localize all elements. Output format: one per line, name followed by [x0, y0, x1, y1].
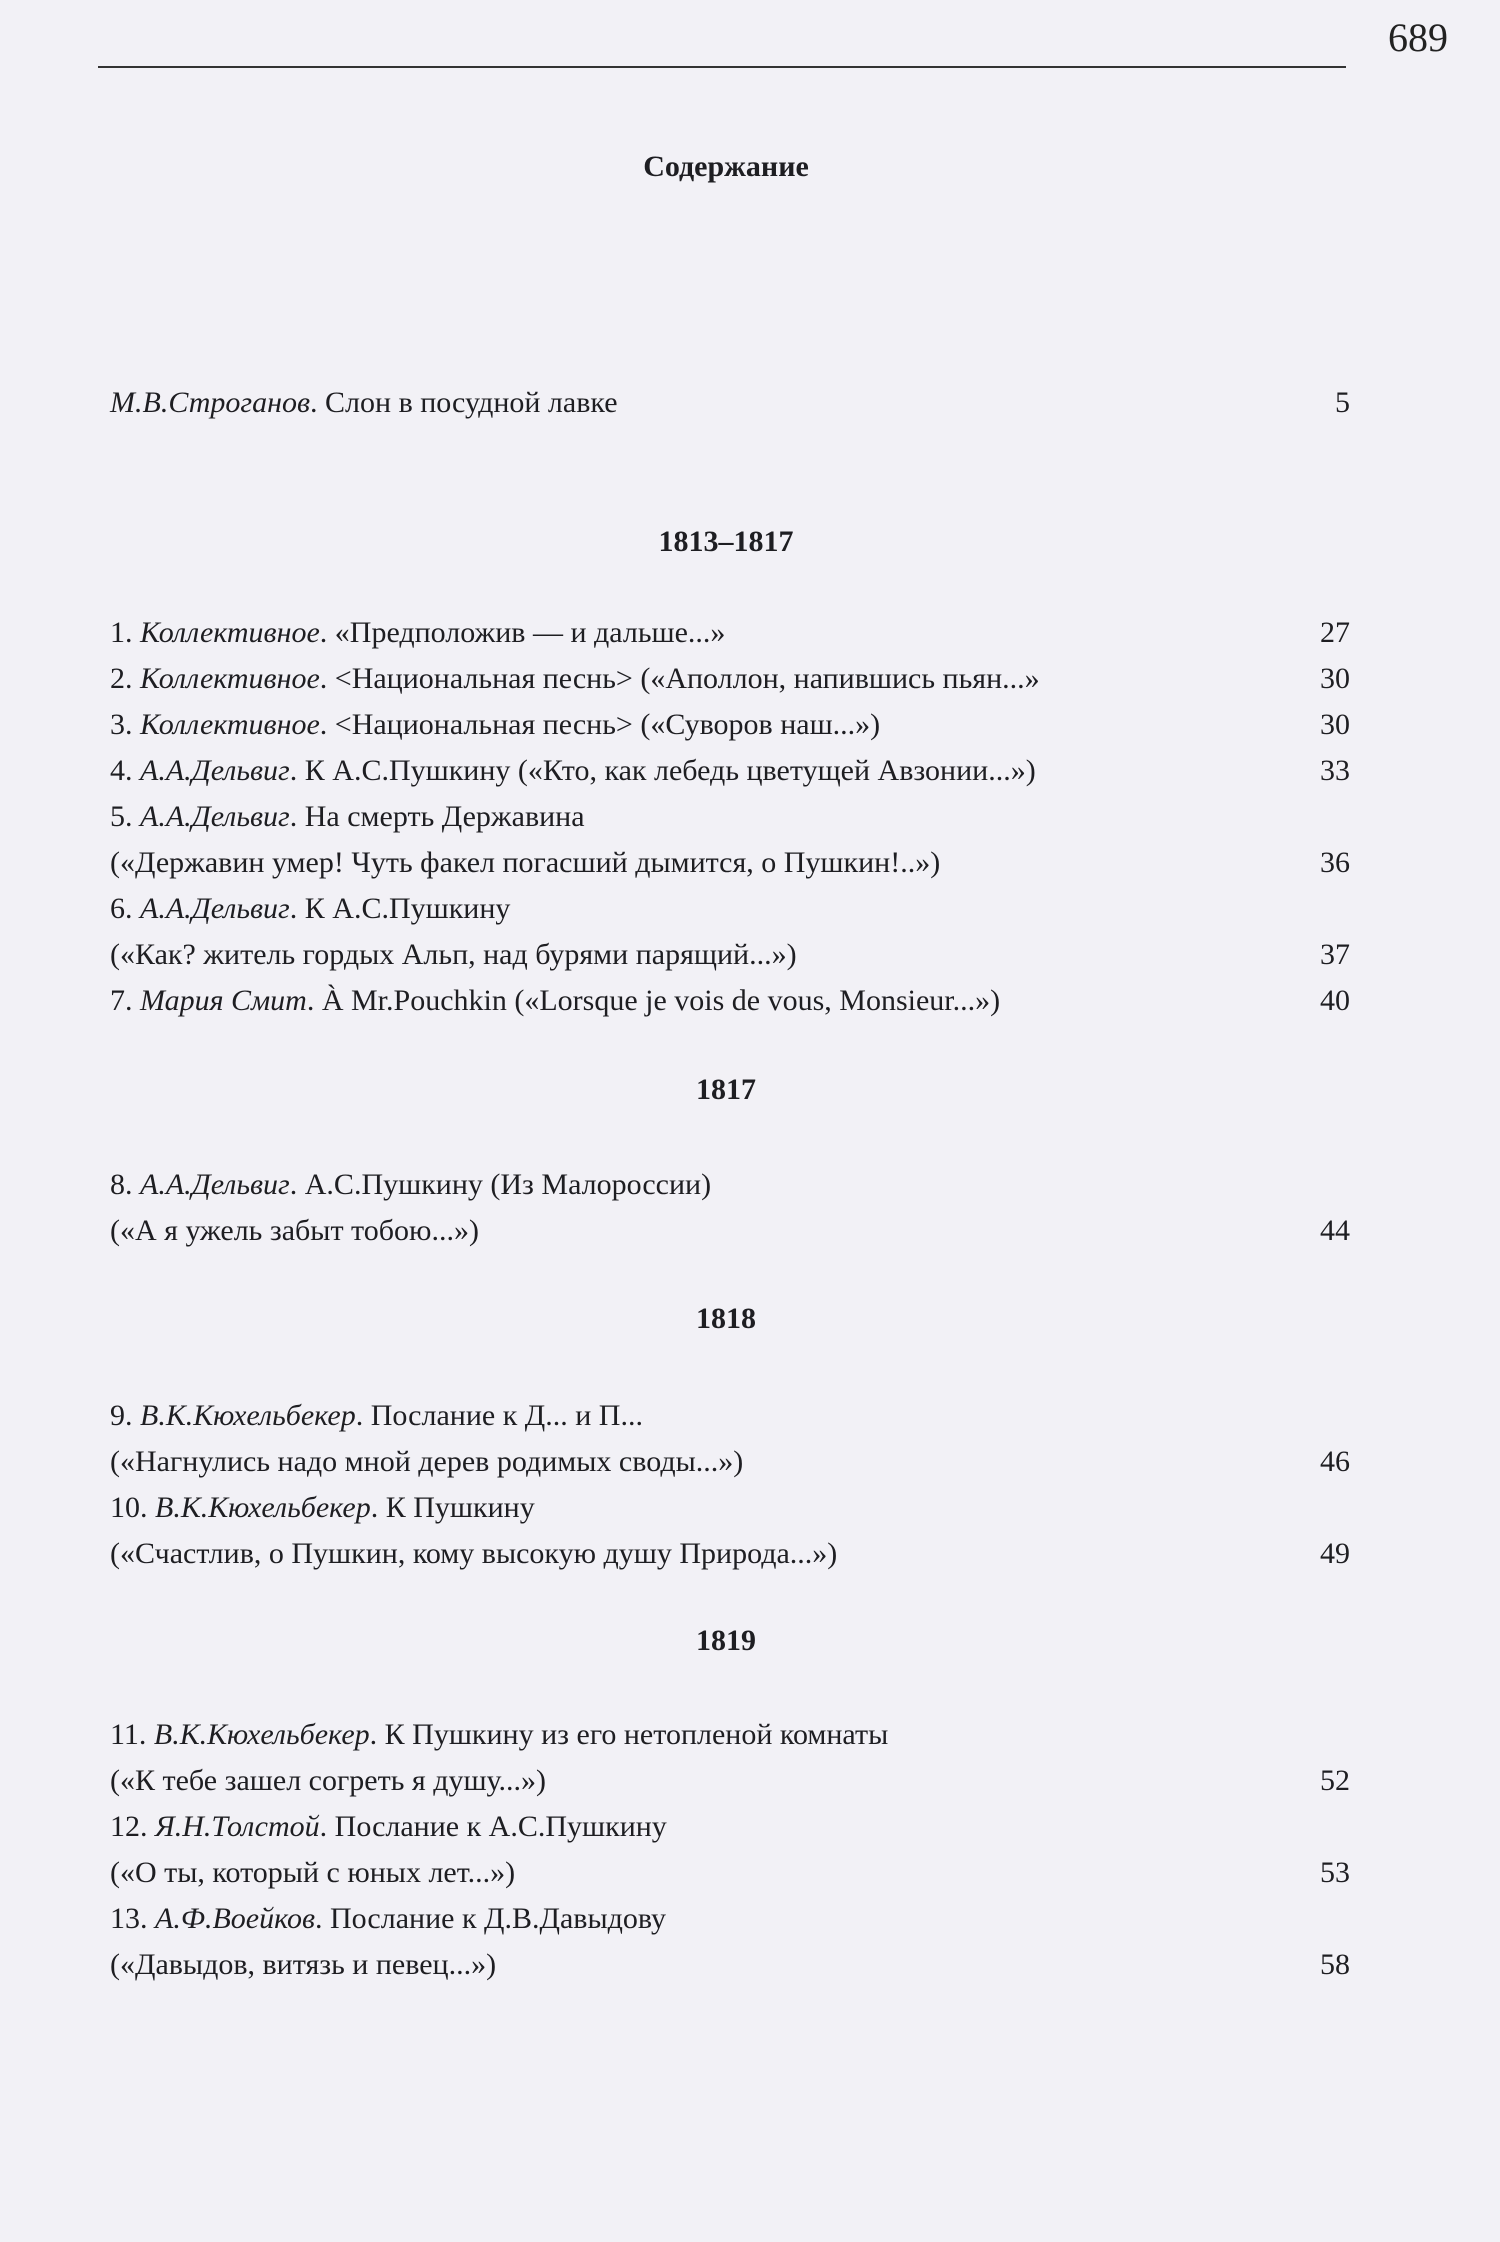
section-heading: 1818 — [696, 1302, 756, 1335]
entry-number: 5. — [110, 800, 140, 833]
entry-page: 36 — [1320, 846, 1350, 879]
entry-author: А.Ф.Воейков — [155, 1902, 316, 1935]
toc-entry — [110, 1804, 1350, 1896]
entry-subtitle: («А я ужель забыт тобою...») — [110, 1214, 479, 1247]
entry-number: 12. — [110, 1810, 155, 1843]
toc-entry — [110, 1712, 1350, 1804]
intro-entry — [110, 380, 1350, 426]
entry-subtitle: («К тебе зашел согреть я душу...») — [110, 1764, 547, 1797]
entry-title: . К Пушкину из его нетопленой комнаты — [369, 1718, 889, 1751]
entry-page: 27 — [1320, 616, 1350, 649]
toc-entry — [110, 1162, 1350, 1254]
entry-title: . К А.С.Пушкину («Кто, как лебедь цветущей Авзонии...») — [289, 754, 1036, 787]
entry-subtitle: («Державин умер! Чуть факел погасший дымится, о Пушкин!..») — [110, 846, 941, 879]
entry-number: 3. — [110, 708, 140, 741]
entry-author: Коллективное — [140, 616, 320, 649]
toc-entry — [110, 794, 1350, 886]
entry-number: 6. — [110, 892, 140, 925]
entry-page: 40 — [1320, 984, 1350, 1017]
entry-number: 9. — [110, 1399, 140, 1432]
section-heading: 1817 — [696, 1073, 756, 1106]
toc-entry — [110, 702, 1350, 748]
entry-title: . На смерть Державина — [289, 800, 585, 833]
entry-subtitle: («Нагнулись надо мной дерев родимых своды...») — [110, 1445, 744, 1478]
entry-title: . К А.С.Пушкину — [289, 892, 511, 925]
entry-title: . Послание к Д... и П... — [355, 1399, 643, 1432]
entry-author: В.К.Кюхельбекер — [155, 1491, 371, 1524]
entry-subtitle: («Как? житель гордых Альп, над бурями парящий...») — [110, 938, 797, 971]
entry-number: 8. — [110, 1168, 140, 1201]
entry-title: . «Предположив — и дальше...» — [319, 616, 726, 649]
entry-author: В.К.Кюхельбекер — [153, 1718, 370, 1751]
intro-title: . Слон в посудной лавке — [310, 386, 618, 419]
section-heading: 1819 — [696, 1624, 756, 1657]
entry-author: Коллективное — [140, 662, 320, 695]
entry-author: А.А.Дельвиг — [140, 754, 290, 787]
entry-number: 10. — [110, 1491, 155, 1524]
entry-number: 2. — [110, 662, 140, 695]
entry-author: А.А.Дельвиг — [140, 800, 290, 833]
intro-author: М.В.Строганов — [110, 386, 311, 419]
entry-page: 46 — [1320, 1445, 1350, 1478]
toc-entry — [110, 1485, 1350, 1577]
entry-title: . А.С.Пушкину (Из Малороссии) — [289, 1168, 712, 1201]
entry-title: . Послание к Д.В.Давыдову — [315, 1902, 667, 1935]
toc-entry — [110, 656, 1350, 702]
page-number: 689 — [1388, 15, 1448, 60]
entry-number: 4. — [110, 754, 140, 787]
entry-number: 7. — [110, 984, 140, 1017]
entry-title: . <Национальная песнь> («Суворов наш...») — [319, 708, 881, 741]
intro-page: 5 — [1335, 386, 1350, 419]
entry-subtitle: («О ты, который с юных лет...») — [110, 1856, 516, 1889]
entry-author: В.К.Кюхельбекер — [140, 1399, 356, 1432]
entry-author: А.А.Дельвиг — [140, 892, 290, 925]
entry-author: Я.Н.Толстой — [155, 1810, 320, 1843]
toc-entry — [110, 748, 1350, 794]
toc-entry — [110, 610, 1350, 656]
toc-entry — [110, 886, 1350, 978]
entry-author: Мария Смит — [140, 984, 307, 1017]
toc-title: Содержание — [643, 150, 809, 183]
entry-page: 53 — [1320, 1856, 1350, 1889]
entry-author: Коллективное — [140, 708, 320, 741]
entry-page: 52 — [1320, 1764, 1350, 1797]
entry-page: 30 — [1320, 662, 1350, 695]
header-rule — [98, 66, 1346, 68]
entry-title: . Послание к А.С.Пушкину — [319, 1810, 667, 1843]
entry-number: 1. — [110, 616, 140, 649]
toc-entry — [110, 978, 1350, 1024]
entry-title: . À Mr.Pouchkin («Lorsque je vois de vous, Monsieur...») — [306, 984, 1001, 1017]
entry-title: . <Национальная песнь> («Аполлон, напившись пьян...» — [319, 662, 1040, 695]
section-heading: 1813–1817 — [658, 525, 794, 558]
entry-page: 37 — [1320, 938, 1350, 971]
entry-page: 44 — [1320, 1214, 1350, 1247]
entry-title: . К Пушкину — [370, 1491, 535, 1524]
entry-number: 11. — [110, 1718, 154, 1751]
toc-entry — [110, 1896, 1350, 1988]
entry-page: 33 — [1320, 754, 1350, 787]
entry-subtitle: («Давыдов, витязь и певец...») — [110, 1948, 497, 1981]
entry-number: 13. — [110, 1902, 155, 1935]
toc-entry — [110, 1393, 1350, 1485]
entry-page: 30 — [1320, 708, 1350, 741]
intro-line — [110, 380, 1350, 426]
entry-subtitle: («Счастлив, о Пушкин, кому высокую душу Природа...») — [110, 1537, 838, 1570]
entry-page: 49 — [1320, 1537, 1350, 1570]
entry-page: 58 — [1320, 1948, 1350, 1981]
entry-author: А.А.Дельвиг — [140, 1168, 290, 1201]
